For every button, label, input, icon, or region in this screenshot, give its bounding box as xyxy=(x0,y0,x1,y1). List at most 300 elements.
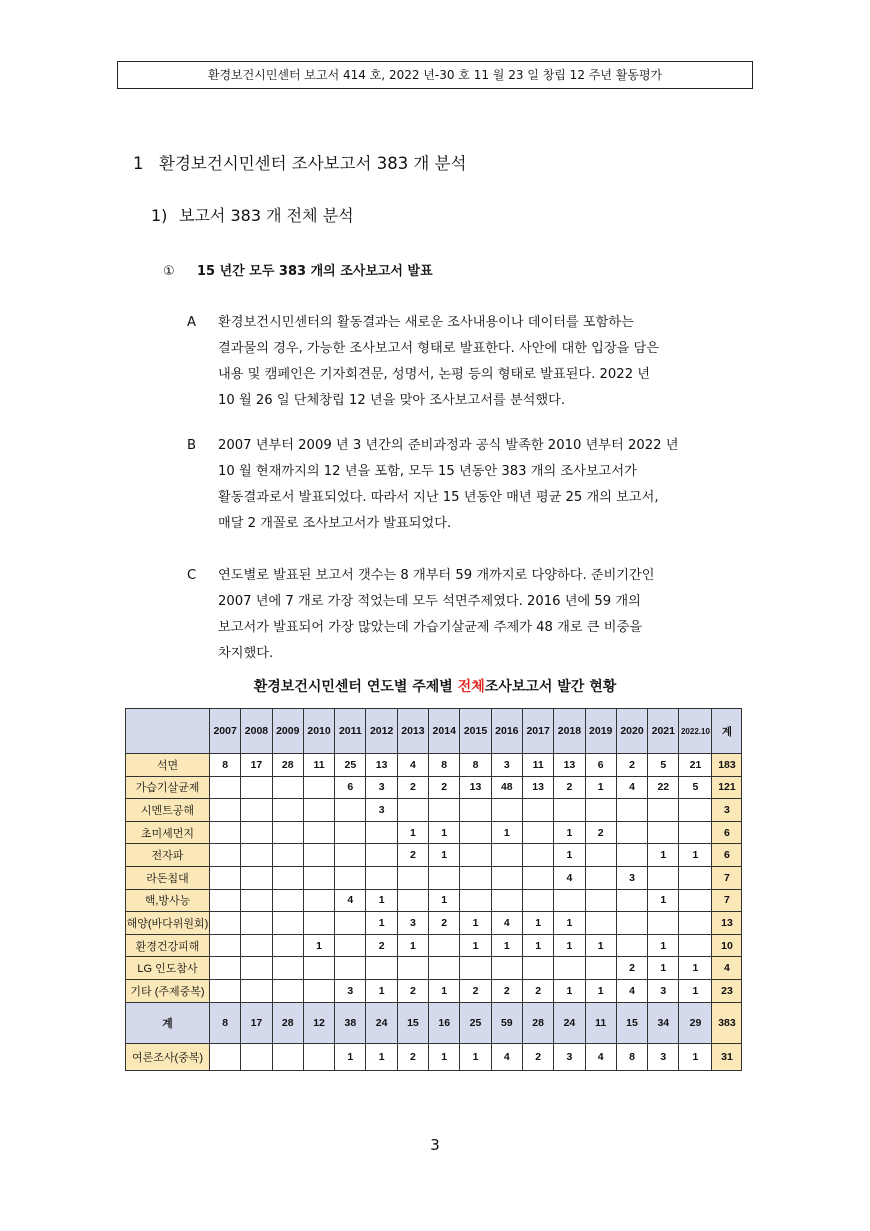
table-cell xyxy=(460,821,491,844)
text-line: 2007 년에 7 개로 가장 적었는데 모두 석면주제였다. 2016 년에 59 개의 xyxy=(218,594,641,609)
table-cell xyxy=(303,844,334,867)
table-cell: 3 xyxy=(648,1043,679,1070)
table-cell: 1 xyxy=(366,889,397,912)
table-title-pre: 환경보건시민센터 연도별 주제별 xyxy=(253,679,458,695)
table-row xyxy=(126,754,742,777)
column-header: 2011 xyxy=(335,709,366,754)
table-cell: 16 xyxy=(429,1002,460,1043)
table-cell xyxy=(241,844,272,867)
table-cell xyxy=(272,866,303,889)
column-header: 2021 xyxy=(648,709,679,754)
table-cell: 1 xyxy=(554,912,585,935)
table-cell: 1 xyxy=(554,934,585,957)
table-cell xyxy=(272,821,303,844)
table-cell: 1 xyxy=(679,957,712,980)
table-cell: 1 xyxy=(429,1043,460,1070)
table-cell: 17 xyxy=(241,754,272,777)
table-cell xyxy=(648,912,679,935)
table-cell xyxy=(491,844,522,867)
table-cell: 28 xyxy=(272,1002,303,1043)
table-cell: 5 xyxy=(679,776,712,799)
table-cell: 3 xyxy=(491,754,522,777)
table-cell: 12 xyxy=(303,1002,334,1043)
table-cell xyxy=(585,889,616,912)
paragraph-text xyxy=(218,433,757,537)
table-cell xyxy=(210,821,241,844)
table-cell xyxy=(522,821,553,844)
table-cell: 13 xyxy=(460,776,491,799)
table-cell: 1 xyxy=(303,934,334,957)
table-cell xyxy=(366,821,397,844)
table-cell xyxy=(210,889,241,912)
column-header: 계 xyxy=(712,709,742,754)
table-cell: 1 xyxy=(585,776,616,799)
table-cell xyxy=(679,866,712,889)
row-total-cell: 13 xyxy=(712,912,742,935)
table-cell: 1 xyxy=(585,979,616,1002)
row-total-cell: 7 xyxy=(712,866,742,889)
column-header: 2017 xyxy=(522,709,553,754)
table-cell: 21 xyxy=(679,754,712,777)
table-cell: 2 xyxy=(397,776,428,799)
table-row xyxy=(126,934,742,957)
table-cell: 1 xyxy=(554,979,585,1002)
table-cell: 6 xyxy=(335,776,366,799)
row-total-cell: 121 xyxy=(712,776,742,799)
table-cell: 4 xyxy=(397,754,428,777)
table-cell xyxy=(303,776,334,799)
row-total-cell: 23 xyxy=(712,979,742,1002)
table-cell xyxy=(272,776,303,799)
text-line: 결과물의 경우, 가능한 조사보고서 형태로 발표한다. 사안에 대한 입장을 담은 xyxy=(218,341,660,356)
table-cell xyxy=(335,799,366,822)
table-cell xyxy=(585,912,616,935)
table-cell: 1 xyxy=(366,979,397,1002)
table-cell xyxy=(679,799,712,822)
table-cell xyxy=(491,866,522,889)
table-cell xyxy=(522,844,553,867)
table-cell xyxy=(616,821,647,844)
table-cell: 2 xyxy=(585,821,616,844)
table-cell: 2 xyxy=(397,979,428,1002)
table-cell: 1 xyxy=(679,844,712,867)
table-cell xyxy=(522,866,553,889)
table-cell xyxy=(679,889,712,912)
column-header: 2019 xyxy=(585,709,616,754)
table-cell xyxy=(335,934,366,957)
table-cell: 17 xyxy=(241,1002,272,1043)
column-header: 2009 xyxy=(272,709,303,754)
table-cell xyxy=(272,934,303,957)
table-cell: 34 xyxy=(648,1002,679,1043)
table-cell: 8 xyxy=(460,754,491,777)
text-line: 2007 년부터 2009 년 3 년간의 준비과정과 공식 발족한 2010 년부터 2022 년 xyxy=(218,438,679,453)
table-cell xyxy=(210,844,241,867)
text-line: 내용 및 캠페인은 기자회견문, 성명서, 논평 등의 형태로 발표된다. 2022 년 xyxy=(218,367,651,382)
table-cell xyxy=(616,912,647,935)
row-label: 전자파 xyxy=(126,844,210,867)
table-row xyxy=(126,821,742,844)
table-cell xyxy=(241,957,272,980)
table-cell xyxy=(585,957,616,980)
table-cell: 1 xyxy=(679,979,712,1002)
table-cell: 11 xyxy=(585,1002,616,1043)
table-cell: 11 xyxy=(522,754,553,777)
circled-number: ① xyxy=(163,264,175,279)
table-row xyxy=(126,1002,742,1043)
row-label: 핵,방사능 xyxy=(126,889,210,912)
table-cell: 13 xyxy=(554,754,585,777)
table-cell xyxy=(491,957,522,980)
row-total-cell: 6 xyxy=(712,844,742,867)
table-cell xyxy=(335,844,366,867)
table-cell xyxy=(460,799,491,822)
table-row xyxy=(126,799,742,822)
table-cell: 1 xyxy=(554,821,585,844)
column-header: 2022.10 xyxy=(679,709,712,754)
table-cell xyxy=(335,866,366,889)
table-cell xyxy=(648,866,679,889)
paragraph-label: A xyxy=(187,315,197,330)
row-total-cell: 31 xyxy=(712,1043,742,1070)
row-total-cell: 383 xyxy=(712,1002,742,1043)
report-stats-table xyxy=(125,708,742,1071)
section-heading-3 xyxy=(163,260,433,279)
subsection-title: 보고서 383 개 전체 분석 xyxy=(179,206,354,225)
table-cell: 2 xyxy=(522,1043,553,1070)
table-cell xyxy=(241,866,272,889)
table-cell: 2 xyxy=(460,979,491,1002)
section-title: 환경보건시민센터 조사보고서 383 개 분석 xyxy=(159,154,467,173)
row-label: 시멘트공해 xyxy=(126,799,210,822)
table-cell xyxy=(585,844,616,867)
table-cell xyxy=(366,844,397,867)
table-header-row xyxy=(126,709,742,754)
table-cell xyxy=(522,889,553,912)
table-cell xyxy=(366,957,397,980)
text-line: 10 월 현재까지의 12 년을 포함, 모두 15 년동안 383 개의 조사보고서가 xyxy=(218,464,637,479)
table-cell: 1 xyxy=(491,821,522,844)
table-cell xyxy=(210,776,241,799)
table-row xyxy=(126,776,742,799)
table-cell: 3 xyxy=(616,866,647,889)
table-cell: 24 xyxy=(554,1002,585,1043)
table-cell: 5 xyxy=(648,754,679,777)
row-label: 기타 (주제중복) xyxy=(126,979,210,1002)
table-cell xyxy=(522,799,553,822)
table-cell: 4 xyxy=(585,1043,616,1070)
row-total-cell: 3 xyxy=(712,799,742,822)
table-cell: 1 xyxy=(648,844,679,867)
paragraph-a xyxy=(187,310,757,414)
table-cell: 1 xyxy=(460,912,491,935)
table-cell xyxy=(397,799,428,822)
table-cell: 8 xyxy=(616,1043,647,1070)
table-cell: 2 xyxy=(397,1043,428,1070)
table-cell xyxy=(303,821,334,844)
table-cell: 11 xyxy=(303,754,334,777)
paragraph-text xyxy=(218,563,757,667)
table-cell: 8 xyxy=(210,754,241,777)
text-line: 환경보건시민센터의 활동결과는 새로운 조사내용이나 데이터를 포함하는 xyxy=(218,315,634,330)
table-cell: 1 xyxy=(648,889,679,912)
table-cell: 1 xyxy=(679,1043,712,1070)
table-title-post: 조사보고서 발간 현황 xyxy=(484,679,617,695)
table-cell xyxy=(303,889,334,912)
table-cell: 4 xyxy=(616,776,647,799)
table-cell xyxy=(585,799,616,822)
table-cell: 1 xyxy=(585,934,616,957)
table-cell: 3 xyxy=(554,1043,585,1070)
table-row xyxy=(126,1043,742,1070)
section-heading-1 xyxy=(133,150,467,174)
table-cell: 29 xyxy=(679,1002,712,1043)
paragraph-b xyxy=(187,433,757,537)
table-cell xyxy=(335,912,366,935)
table-cell: 1 xyxy=(429,979,460,1002)
table-cell xyxy=(241,889,272,912)
table-cell: 15 xyxy=(616,1002,647,1043)
table-row xyxy=(126,844,742,867)
table-cell: 13 xyxy=(522,776,553,799)
table-cell xyxy=(679,912,712,935)
table-cell: 3 xyxy=(335,979,366,1002)
table-cell xyxy=(272,799,303,822)
table-cell: 48 xyxy=(491,776,522,799)
table-cell xyxy=(210,912,241,935)
table-cell: 25 xyxy=(460,1002,491,1043)
table-cell xyxy=(397,957,428,980)
text-line: 매달 2 개꼴로 조사보고서가 발표되었다. xyxy=(218,516,452,531)
page-number: 3 xyxy=(430,1136,440,1154)
table-row xyxy=(126,979,742,1002)
table-cell: 2 xyxy=(491,979,522,1002)
paragraph-text xyxy=(218,310,757,414)
table-cell xyxy=(241,821,272,844)
table-cell xyxy=(554,889,585,912)
table-cell: 2 xyxy=(616,957,647,980)
table-cell: 2 xyxy=(616,754,647,777)
table-cell xyxy=(241,934,272,957)
table-cell xyxy=(303,1043,334,1070)
table-cell: 1 xyxy=(397,821,428,844)
table-cell xyxy=(272,957,303,980)
table-cell xyxy=(210,979,241,1002)
table-cell: 1 xyxy=(429,821,460,844)
table-cell: 3 xyxy=(366,776,397,799)
table-cell: 1 xyxy=(397,934,428,957)
row-total-cell: 7 xyxy=(712,889,742,912)
row-label: 석면 xyxy=(126,754,210,777)
table-cell xyxy=(522,957,553,980)
text-line: 차지했다. xyxy=(218,646,274,661)
text-line: 보고서가 발표되어 가장 많았는데 가습기살균제 주제가 48 개로 큰 비중을 xyxy=(218,620,642,635)
table-cell xyxy=(648,799,679,822)
table-cell: 2 xyxy=(397,844,428,867)
table-cell: 4 xyxy=(491,1043,522,1070)
section-number: 1 xyxy=(133,154,144,173)
table-cell: 2 xyxy=(366,934,397,957)
column-header: 2015 xyxy=(460,709,491,754)
table-cell xyxy=(241,979,272,1002)
table-cell: 24 xyxy=(366,1002,397,1043)
table-cell: 2 xyxy=(429,912,460,935)
table-cell: 1 xyxy=(429,889,460,912)
table-cell xyxy=(585,866,616,889)
table-cell xyxy=(429,934,460,957)
column-header: 2007 xyxy=(210,709,241,754)
column-header: 2010 xyxy=(303,709,334,754)
column-header: 2013 xyxy=(397,709,428,754)
table-cell xyxy=(272,979,303,1002)
table-cell xyxy=(616,799,647,822)
table-cell xyxy=(460,889,491,912)
table-cell: 28 xyxy=(522,1002,553,1043)
table-cell xyxy=(210,866,241,889)
table-cell xyxy=(616,934,647,957)
table-cell xyxy=(303,866,334,889)
table-cell: 1 xyxy=(648,934,679,957)
row-label: 계 xyxy=(126,1002,210,1043)
table-cell: 4 xyxy=(335,889,366,912)
table-cell xyxy=(679,934,712,957)
table-cell: 4 xyxy=(554,866,585,889)
table-cell: 1 xyxy=(554,844,585,867)
row-label: 라돈침대 xyxy=(126,866,210,889)
table-cell: 8 xyxy=(210,1002,241,1043)
table-cell xyxy=(303,912,334,935)
table-cell xyxy=(272,844,303,867)
table-cell xyxy=(303,979,334,1002)
table-cell xyxy=(210,934,241,957)
table-cell: 1 xyxy=(460,1043,491,1070)
row-label: 여론조사(중복) xyxy=(126,1043,210,1070)
report-header: 환경보건시민센터 보고서 414 호, 2022 년-30 호 11 월 23 일 창립 12 주년 활동평가 xyxy=(117,61,753,89)
table-cell: 28 xyxy=(272,754,303,777)
table-row xyxy=(126,889,742,912)
table-title-highlight: 전체 xyxy=(457,679,485,695)
paragraph-label: C xyxy=(187,568,197,583)
row-label: 초미세먼지 xyxy=(126,821,210,844)
row-label: 가습기살균제 xyxy=(126,776,210,799)
table-cell xyxy=(335,957,366,980)
column-header: 2018 xyxy=(554,709,585,754)
table-cell xyxy=(616,889,647,912)
row-label: LG 인도참사 xyxy=(126,957,210,980)
table-cell xyxy=(429,866,460,889)
column-header: 2012 xyxy=(366,709,397,754)
row-total-cell: 4 xyxy=(712,957,742,980)
row-total-cell: 10 xyxy=(712,934,742,957)
table-cell: 22 xyxy=(648,776,679,799)
table-cell xyxy=(335,821,366,844)
table-cell: 1 xyxy=(366,912,397,935)
column-header: 2016 xyxy=(491,709,522,754)
table-cell: 3 xyxy=(366,799,397,822)
paragraph-label: B xyxy=(187,438,197,453)
table-row xyxy=(126,912,742,935)
table-cell: 4 xyxy=(616,979,647,1002)
table-cell xyxy=(241,912,272,935)
table-cell xyxy=(397,889,428,912)
table-cell xyxy=(397,866,428,889)
table-title xyxy=(0,676,870,696)
table-row xyxy=(126,866,742,889)
text-line: 연도별로 발표된 보고서 갯수는 8 개부터 59 개까지로 다양하다. 준비기간인 xyxy=(218,568,655,583)
column-header: 2014 xyxy=(429,709,460,754)
table-cell xyxy=(210,957,241,980)
table-cell xyxy=(241,1043,272,1070)
table-cell xyxy=(460,866,491,889)
table-cell: 8 xyxy=(429,754,460,777)
table-cell: 25 xyxy=(335,754,366,777)
row-label: 해양(바다위원회) xyxy=(126,912,210,935)
table-row xyxy=(126,957,742,980)
table-cell: 3 xyxy=(648,979,679,1002)
table-cell xyxy=(241,776,272,799)
table-cell xyxy=(554,957,585,980)
column-header: 2008 xyxy=(241,709,272,754)
table-cell xyxy=(210,1043,241,1070)
table-cell xyxy=(648,821,679,844)
table-cell: 15 xyxy=(397,1002,428,1043)
table-cell: 6 xyxy=(585,754,616,777)
subsubsection-title: 15 년간 모두 383 개의 조사보고서 발표 xyxy=(197,264,433,279)
table-cell xyxy=(272,1043,303,1070)
table-cell: 1 xyxy=(366,1043,397,1070)
row-label: 환경건강피해 xyxy=(126,934,210,957)
table-cell xyxy=(429,799,460,822)
table-cell: 59 xyxy=(491,1002,522,1043)
text-line: 활동결과로서 발표되었다. 따라서 지난 15 년동안 매년 평균 25 개의 보고서, xyxy=(218,490,659,505)
paragraph-c xyxy=(187,563,757,667)
table-cell xyxy=(460,844,491,867)
table-cell xyxy=(210,799,241,822)
table-cell: 1 xyxy=(335,1043,366,1070)
table-cell: 2 xyxy=(522,979,553,1002)
table-cell xyxy=(303,799,334,822)
table-cell: 1 xyxy=(491,934,522,957)
table-cell: 1 xyxy=(460,934,491,957)
table-cell: 1 xyxy=(522,934,553,957)
table-cell xyxy=(491,799,522,822)
corner-cell xyxy=(126,709,210,754)
table-cell xyxy=(460,957,491,980)
table-cell: 4 xyxy=(491,912,522,935)
table-cell: 38 xyxy=(335,1002,366,1043)
table-cell xyxy=(616,844,647,867)
table-cell xyxy=(303,957,334,980)
table-cell: 1 xyxy=(522,912,553,935)
table-cell xyxy=(272,889,303,912)
column-header: 2020 xyxy=(616,709,647,754)
table-cell: 13 xyxy=(366,754,397,777)
table-cell: 2 xyxy=(429,776,460,799)
table-cell xyxy=(272,912,303,935)
table-cell: 2 xyxy=(554,776,585,799)
row-total-cell: 183 xyxy=(712,754,742,777)
subsection-number: 1) xyxy=(151,206,168,225)
table-cell xyxy=(366,866,397,889)
table-cell xyxy=(241,799,272,822)
row-total-cell: 6 xyxy=(712,821,742,844)
text-line: 10 월 26 일 단체창립 12 년을 맞아 조사보고서를 분석했다. xyxy=(218,393,566,408)
table-cell xyxy=(679,821,712,844)
table-cell: 3 xyxy=(397,912,428,935)
table-cell: 1 xyxy=(648,957,679,980)
table-cell: 1 xyxy=(429,844,460,867)
table-cell xyxy=(429,957,460,980)
